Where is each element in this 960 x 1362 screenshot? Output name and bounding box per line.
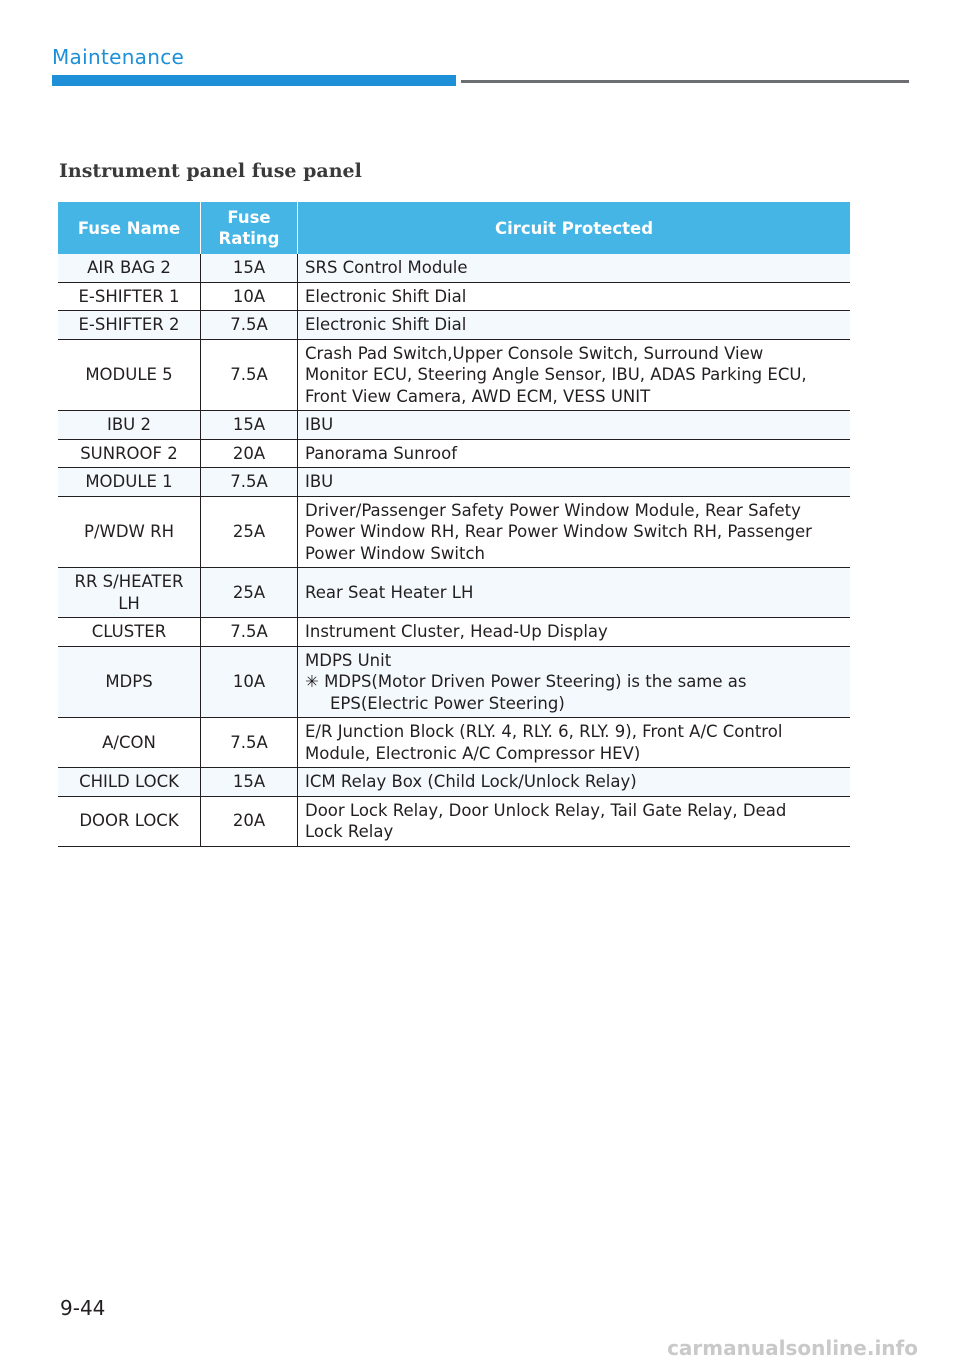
fuse-name: CLUSTER (91, 622, 167, 641)
circuit-protected: E/R Junction Block (RLY. 4, RLY. 6, RLY. 9), Front A/C Control (305, 722, 783, 741)
fuse-name-cell (58, 718, 201, 768)
fuse-name: P/WDW RH (84, 522, 174, 541)
circuit-protected: IBU (305, 415, 334, 434)
fuse-rating: 25A (201, 568, 298, 618)
circuit-protected-cell (298, 768, 851, 797)
circuit-protected: Driver/Passenger Safety Power Window Module, Rear Safety (305, 500, 801, 520)
table-row (58, 339, 850, 411)
circuit-protected: Front View Camera, AWD ECM, VESS UNIT (305, 386, 651, 406)
fuse-name-cell (58, 568, 201, 618)
fuse-rating: 7.5A (201, 311, 298, 340)
fuse-name-cell (58, 646, 201, 718)
fuse-rating: 25A (201, 496, 298, 568)
circuit-protected-cell (298, 618, 851, 647)
circuit-protected-cell (298, 439, 851, 468)
circuit-protected-cell (298, 646, 851, 718)
circuit-protected-cell (298, 411, 851, 440)
fuse-name: DOOR LOCK (79, 811, 179, 831)
circuit-protected-cell (298, 339, 851, 411)
fuse-name: RR S/HEATER (74, 572, 184, 591)
circuit-note: ✳ MDPS(Motor Driven Power Steering) is the same as (305, 672, 747, 691)
circuit-protected: Power Window Switch (305, 543, 485, 563)
column-header-fuse-name: Fuse Name (58, 202, 201, 254)
table-title: Instrument panel fuse panel (59, 160, 362, 182)
fuse-name-cell (58, 439, 201, 468)
fuse-name: E-SHIFTER 1 (78, 286, 180, 306)
circuit-protected-cell (298, 254, 851, 282)
fuse-name: SUNROOF 2 (80, 443, 178, 463)
table-row (58, 718, 850, 768)
fuse-name: A/CON (102, 732, 156, 752)
fuse-rating: 7.5A (201, 718, 298, 768)
table-row (58, 254, 850, 282)
fuse-name-cell (58, 339, 201, 411)
circuit-protected: MDPS Unit (305, 650, 392, 670)
section-title: Maintenance (52, 45, 185, 69)
table-row (58, 411, 850, 440)
fuse-name: MDPS (105, 672, 153, 691)
circuit-note: EPS(Electric Power Steering) (330, 693, 565, 713)
table-row (58, 768, 850, 797)
fuse-rating: 10A (201, 646, 298, 718)
circuit-protected-cell (298, 718, 851, 768)
table-row (58, 282, 850, 311)
circuit-protected: Power Window RH, Rear Power Window Switch RH, Passenger (305, 522, 812, 541)
fuse-rating: 20A (201, 796, 298, 846)
circuit-protected: Door Lock Relay, Door Unlock Relay, Tail Gate Relay, Dead (305, 800, 787, 820)
circuit-protected: Instrument Cluster, Head-Up Display (305, 622, 608, 641)
column-header-circuit-protected: Circuit Protected (298, 202, 851, 254)
circuit-protected: Crash Pad Switch,Upper Console Switch, Surround View (305, 343, 764, 363)
fuse-rating: 7.5A (201, 618, 298, 647)
table-row (58, 796, 850, 846)
fuse-rating: 7.5A (201, 339, 298, 411)
circuit-protected: Lock Relay (305, 822, 394, 841)
table-row (58, 311, 850, 340)
fuse-rating: 15A (201, 411, 298, 440)
table-body (58, 254, 850, 846)
table-row (58, 439, 850, 468)
column-header-rating-line: Fuse (227, 208, 271, 227)
fuse-name: CHILD LOCK (79, 772, 179, 791)
circuit-protected: Electronic Shift Dial (305, 286, 467, 306)
circuit-protected-cell (298, 282, 851, 311)
fuse-name: E-SHIFTER 2 (78, 315, 180, 334)
header-accent-bar (52, 75, 456, 86)
circuit-protected-cell (298, 568, 851, 618)
table-header-row (58, 202, 850, 254)
fuse-name-cell (58, 311, 201, 340)
circuit-protected: Panorama Sunroof (305, 443, 458, 463)
fuse-name-cell (58, 468, 201, 497)
circuit-protected-cell (298, 311, 851, 340)
fuse-name-cell (58, 796, 201, 846)
column-header-fuse-rating (201, 202, 298, 254)
circuit-protected: Module, Electronic A/C Compressor HEV) (305, 743, 641, 763)
table-row (58, 468, 850, 497)
page-number: 9-44 (60, 1296, 106, 1320)
column-header-rating-line: Rating (218, 229, 280, 248)
table-row (58, 618, 850, 647)
fuse-name-cell (58, 768, 201, 797)
fuse-rating: 20A (201, 439, 298, 468)
circuit-protected: IBU (305, 472, 334, 491)
circuit-protected: Electronic Shift Dial (305, 315, 467, 334)
fuse-name-cell (58, 496, 201, 568)
table-row (58, 646, 850, 718)
watermark: carmanualsonline.info (667, 1336, 918, 1360)
fuse-rating: 10A (201, 282, 298, 311)
fuse-name: AIR BAG 2 (87, 258, 171, 277)
circuit-protected-cell (298, 796, 851, 846)
circuit-protected: ICM Relay Box (Child Lock/Unlock Relay) (305, 772, 637, 791)
circuit-protected: SRS Control Module (305, 258, 468, 277)
fuse-name-cell (58, 254, 201, 282)
table-row (58, 496, 850, 568)
fuse-rating: 7.5A (201, 468, 298, 497)
fuse-name-cell (58, 282, 201, 311)
fuse-name: MODULE 1 (85, 472, 173, 491)
header-rule (461, 80, 909, 83)
fuse-name: MODULE 5 (85, 365, 173, 384)
circuit-protected-cell (298, 468, 851, 497)
fuse-name-cell (58, 618, 201, 647)
fuse-name-cell (58, 411, 201, 440)
fuse-rating: 15A (201, 768, 298, 797)
fuse-table (58, 202, 850, 847)
circuit-protected-cell (298, 496, 851, 568)
fuse-rating: 15A (201, 254, 298, 282)
fuse-name: LH (118, 593, 140, 613)
fuse-name: IBU 2 (106, 415, 151, 434)
circuit-protected: Rear Seat Heater LH (305, 582, 474, 602)
table-row (58, 568, 850, 618)
circuit-protected: Monitor ECU, Steering Angle Sensor, IBU, ADAS Parking ECU, (305, 365, 807, 384)
